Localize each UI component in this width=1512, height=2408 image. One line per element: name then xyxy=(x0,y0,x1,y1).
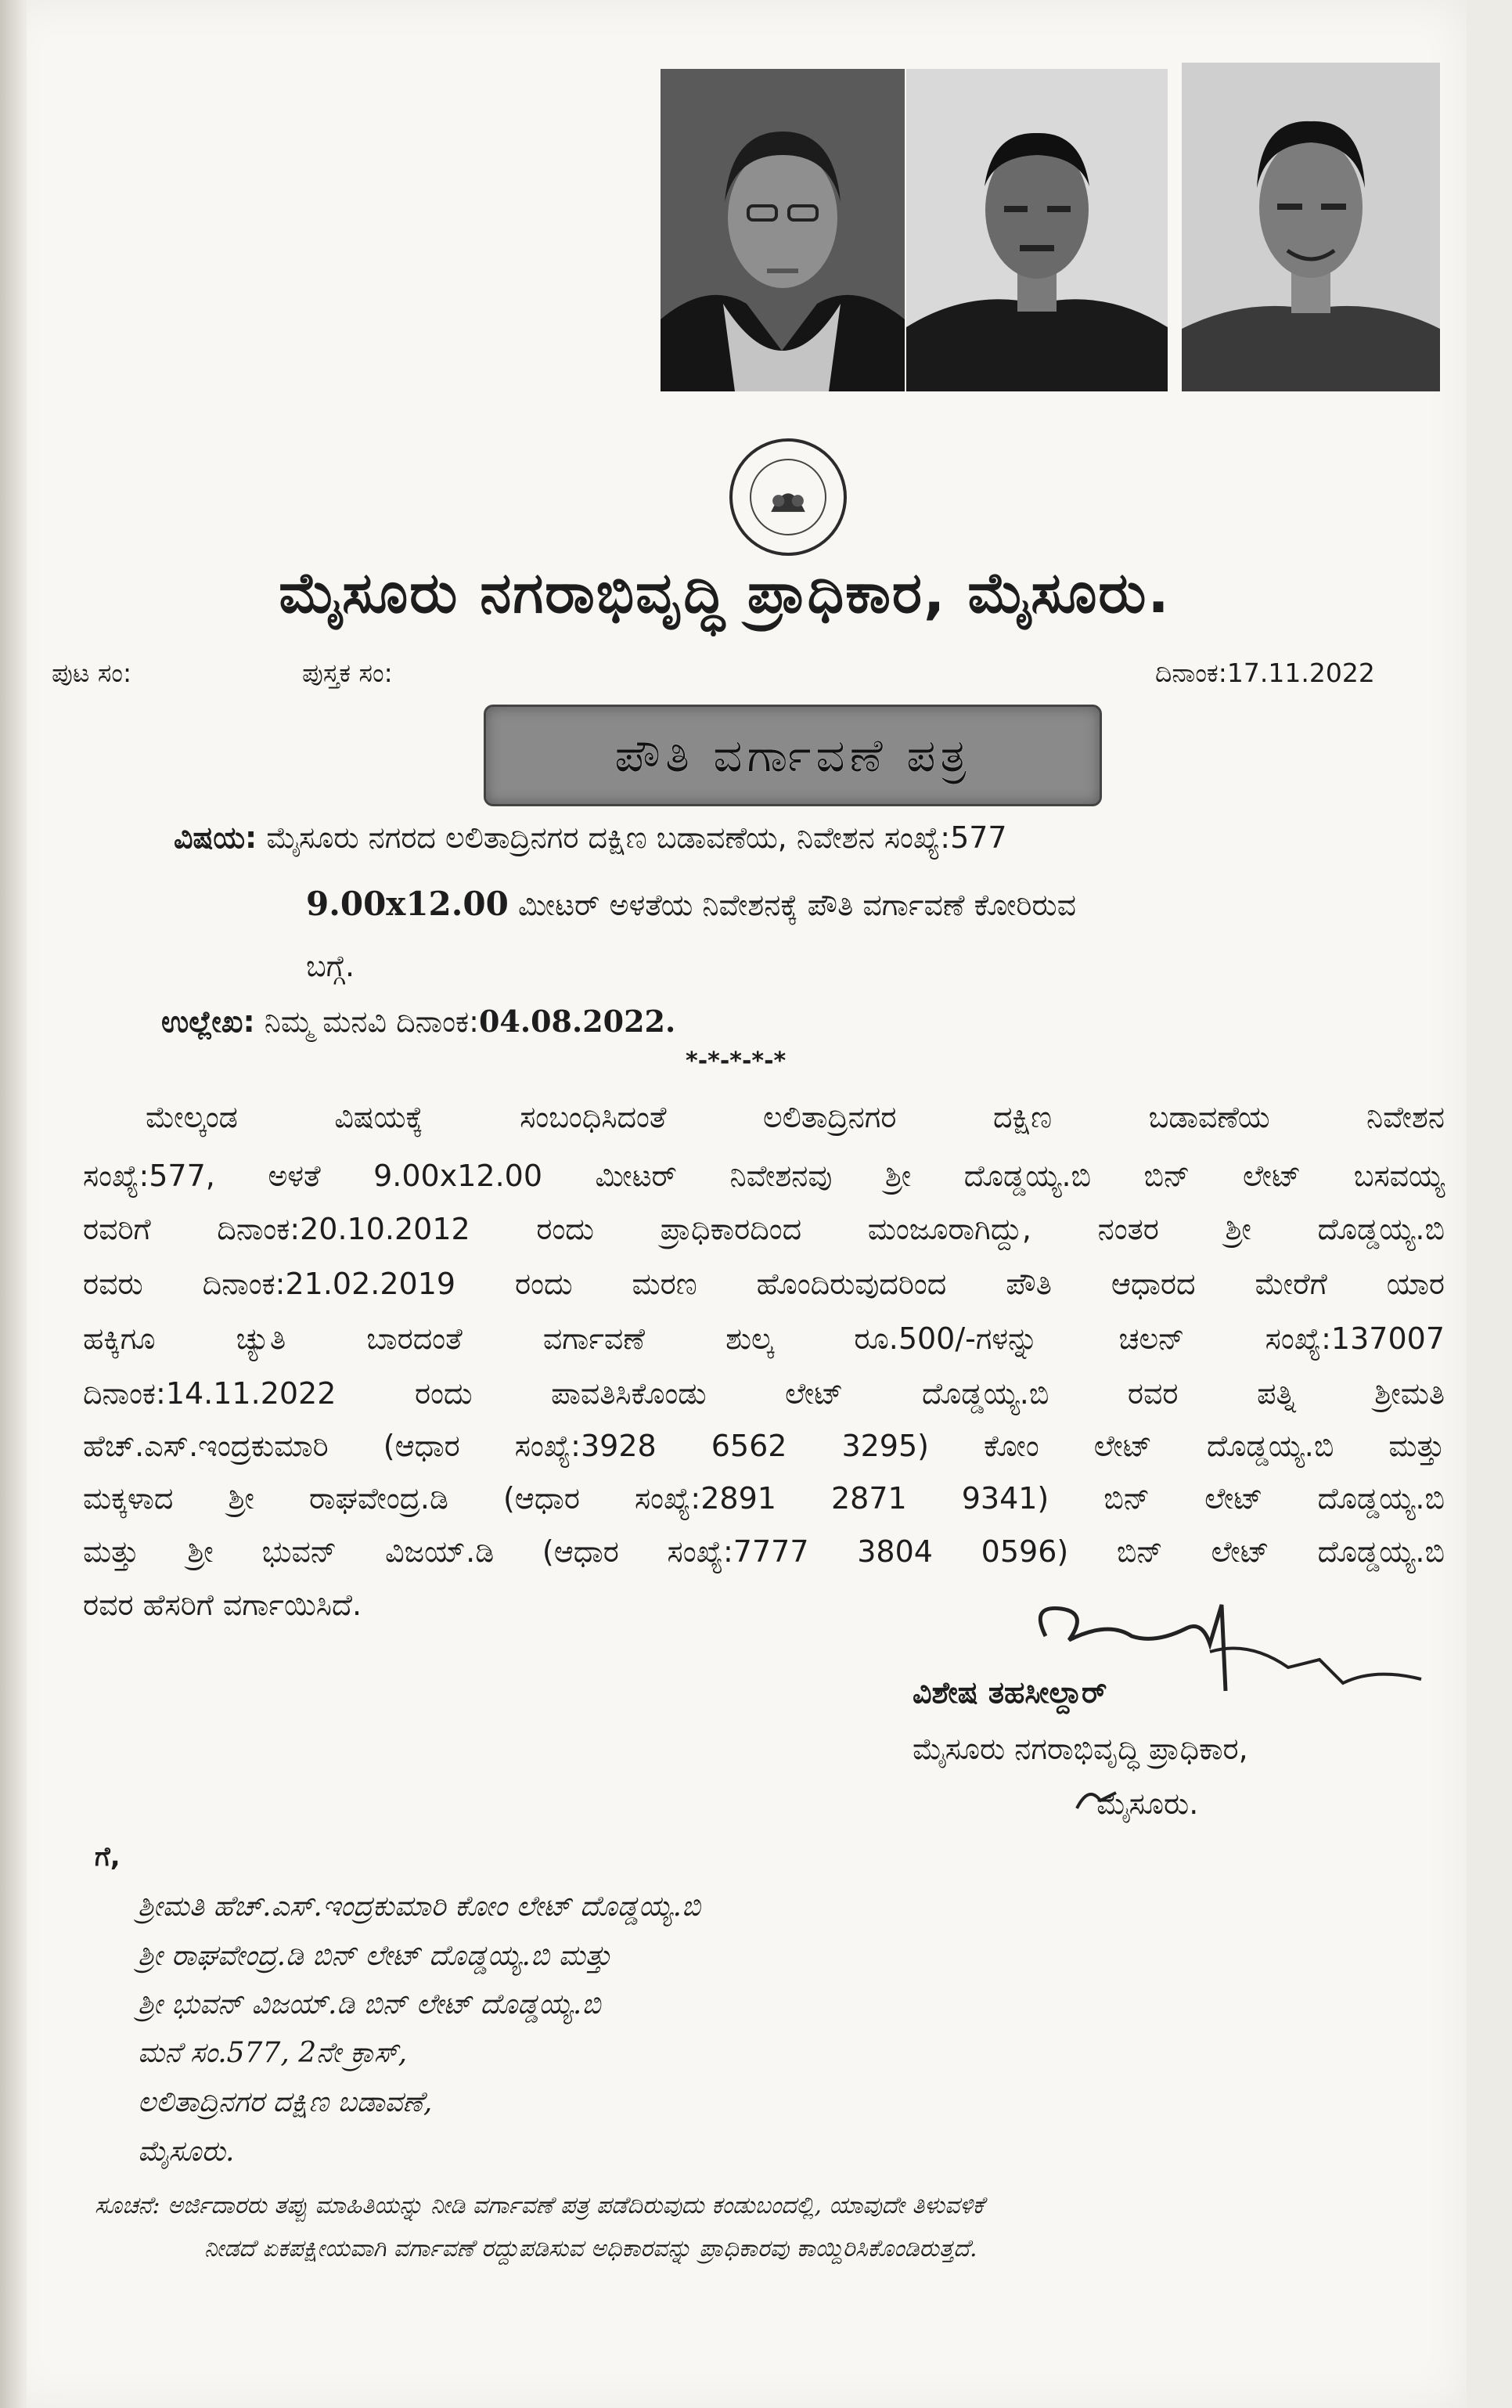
plot-dimension: 9.00x12.00 xyxy=(306,885,509,923)
subject-label: ವಿಷಯ: xyxy=(174,820,257,855)
reference-date: 04.08.2022. xyxy=(478,1004,676,1039)
signatory-designation: ವಿಶೇಷ ತಹಸೀಲ್ದಾರ್ xyxy=(913,1675,1107,1710)
subject-text-1: ಮೈಸೂರು ನಗರದ ಲಲಿತಾದ್ರಿನಗರ ದಕ್ಷಿಣ ಬಡಾವಣೆಯ, ನಿವೇಶನ ಸಂಖ್ಯೆ:577 xyxy=(266,820,1007,855)
body-line-5: ಹಕ್ಕಿಗೂ ಚ್ಯುತಿ ಬಾರದಂತೆ ವರ್ಗಾವಣೆ ಶುಲ್ಕ ರೂ.500/-ಗಳನ್ನು ಚಲನ್ ಸಂಖ್ಯೆ:137007 xyxy=(83,1321,1445,1356)
addressee-line-5: ಲಲಿತಾದ್ರಿನಗರ ದಕ್ಷಿಣ ಬಡಾವಣೆ, xyxy=(138,2086,433,2118)
subject-line-2 xyxy=(306,885,1076,923)
footnote-line-2: ನೀಡದೆ ಏಕಪಕ್ಷೀಯವಾಗಿ ವರ್ಗಾವಣೆ ರದ್ದುಪಡಿಸುವ ಅಧಿಕಾರವನ್ನು ಪ್ರಾಧಿಕಾರವು ಕಾಯ್ದಿರಿಸಿಕೊಂಡಿರುತ್ತದೆ. xyxy=(204,2235,977,2262)
subject-line-1 xyxy=(174,820,1007,856)
addressee-line-4: ಮನೆ ಸಂ.577, 2ನೇ ಕ್ರಾಸ್, xyxy=(138,2037,408,2069)
body-line-6: ದಿನಾಂಕ:14.11.2022 ರಂದು ಪಾವತಿಸಿಕೊಂಡು ಲೇಟ್ ದೊಡ್ಡಯ್ಯ.ಬಿ ರವರ ಪತ್ನಿ ಶ್ರೀಮತಿ xyxy=(83,1376,1445,1411)
separator: *-*-*-*-* xyxy=(686,1047,787,1075)
reference-label: ಉಲ್ಲೇಖ: xyxy=(161,1004,255,1039)
signatory-office-1: ಮೈಸೂರು ನಗರಾಭಿವೃದ್ಧಿ ಪ್ರಾಧಿಕಾರ, xyxy=(913,1732,1248,1766)
reference-line xyxy=(161,1004,675,1040)
addressee-line-1: ಶ್ರೀಮತಿ ಹೆಚ್.ಎಸ್.ಇಂದ್ರಕುಮಾರಿ ಕೋಂ ಲೇಟ್ ದೊಡ್ಡಯ್ಯ.ಬಿ xyxy=(138,1891,701,1923)
document-page xyxy=(5,0,1467,2408)
reference-text: ನಿಮ್ಮ ಮನವಿ ದಿನಾಂಕ: xyxy=(264,1004,479,1039)
addressee-line-3: ಶ್ರೀ ಭುವನ್ ವಿಜಯ್.ಡಿ ಬಿನ್ ಲೇಟ್ ದೊಡ್ಡಯ್ಯ.ಬಿ xyxy=(138,1988,601,2020)
body-line-1: ಮೇಲ್ಕಂಡ ವಿಷಯಕ್ಕೆ ಸಂಬಂಧಿಸಿದಂತೆ ಲಲಿತಾದ್ರಿನಗರ ದಕ್ಷಿಣ ಬಡಾವಣೆಯ ನಿವೇಶನ xyxy=(146,1100,1445,1134)
to-label: ಗೆ, xyxy=(95,1841,121,1873)
banner-text: ಪೌತಿ ವರ್ಗಾವಣೆ ಪತ್ರ xyxy=(614,728,971,782)
document-date: ದಿನಾಂಕ:17.11.2022 xyxy=(1155,658,1375,688)
body-line-3: ರವರಿಗೆ ದಿನಾಂಕ:20.10.2012 ರಂದು ಪ್ರಾಧಿಕಾರದಿಂದ ಮಂಜೂರಾಗಿದ್ದು, ನಂತರ ಶ್ರೀ ದೊಡ್ಡಯ್ಯ.ಬಿ xyxy=(83,1212,1445,1246)
page-binding-edge xyxy=(0,0,27,2408)
photo-man-2 xyxy=(1182,63,1440,391)
body-line-4: ರವರು ದಿನಾಂಕ:21.02.2019 ರಂದು ಮರಣ ಹೊಂದಿರುವುದರಿಂದ ಪೌತಿ ಆಧಾರದ ಮೇರೆಗೆ ಯಾರ xyxy=(83,1267,1445,1301)
photo-woman xyxy=(661,69,905,391)
authority-emblem-seal xyxy=(729,438,847,556)
photo-man-1 xyxy=(906,69,1168,391)
body-line-2: ಸಂಖ್ಯೆ:577, ಅಳತೆ 9.00x12.00 ಮೀಟರ್ ನಿವೇಶನವು ಶ್ರೀ ದೊಡ್ಡಯ್ಯ.ಬಿ ಬಿನ್ ಲೇಟ್ ಬಸವಯ್ಯ xyxy=(83,1159,1445,1193)
footnote-line-1: ಸೂಚನೆ: ಅರ್ಜಿದಾರರು ತಪ್ಪು ಮಾಹಿತಿಯನ್ನು ನೀಡಿ ವರ್ಗಾವಣೆ ಪತ್ರ ಪಡೆದಿರುವುದು ಕಂಡುಬಂದಲ್ಲಿ, ಯಾವುದೇ ತಿಳುವಳಿಕೆ xyxy=(95,2192,985,2219)
subject-text-3: ಬಗ್ಗೆ. xyxy=(306,949,355,983)
body-line-9: ಮತ್ತು ಶ್ರೀ ಭುವನ್ ವಿಜಯ್.ಡಿ (ಆಧಾರ ಸಂಖ್ಯೆ:7777 3804 0596) ಬಿನ್ ಲೇಟ್ ದೊಡ್ಡಯ್ಯ.ಬಿ xyxy=(83,1534,1445,1569)
addressee-line-2: ಶ್ರೀ ರಾಘವೇಂದ್ರ.ಡಿ ಬಿನ್ ಲೇಟ್ ದೊಡ್ಡಯ್ಯ.ಬಿ ಮತ್ತು xyxy=(138,1940,612,1972)
document-type-banner xyxy=(484,705,1102,806)
book-number-label: ಪುಸ್ತಕ ಸಂ: xyxy=(302,658,393,688)
signatory-office-2: ಮೈಸೂರು. xyxy=(1096,1786,1199,1821)
authority-title: ಮೈಸೂರು ನಗರಾಭಿವೃದ್ಧಿ ಪ್ರಾಧಿಕಾರ, ಮೈಸೂರು. xyxy=(279,560,1171,625)
subject-text-2: ಮೀಟರ್ ಅಳತೆಯ ನಿವೇಶನಕ್ಕೆ ಪೌತಿ ವರ್ಗಾವಣೆ ಕೋರಿರುವ xyxy=(517,888,1077,922)
body-line-7: ಹೆಚ್.ಎಸ್.ಇಂದ್ರಕುಮಾರಿ (ಆಧಾರ ಸಂಖ್ಯೆ:3928 6562 3295) ಕೋಂ ಲೇಟ್ ದೊಡ್ಡಯ್ಯ.ಬಿ ಮತ್ತು xyxy=(83,1429,1445,1463)
addressee-line-6: ಮೈಸೂರು. xyxy=(138,2136,235,2168)
body-line-10: ರವರ ಹೆಸರಿಗೆ ವರ್ಗಾಯಿಸಿದೆ. xyxy=(83,1588,362,1622)
page-number-label: ಪುಟ ಸಂ: xyxy=(52,658,132,688)
body-line-8: ಮಕ್ಕಳಾದ ಶ್ರೀ ರಾಘವೇಂದ್ರ.ಡಿ (ಆಧಾರ ಸಂಖ್ಯೆ:2891 2871 9341) ಬಿನ್ ಲೇಟ್ ದೊಡ್ಡಯ್ಯ.ಬಿ xyxy=(83,1481,1445,1516)
